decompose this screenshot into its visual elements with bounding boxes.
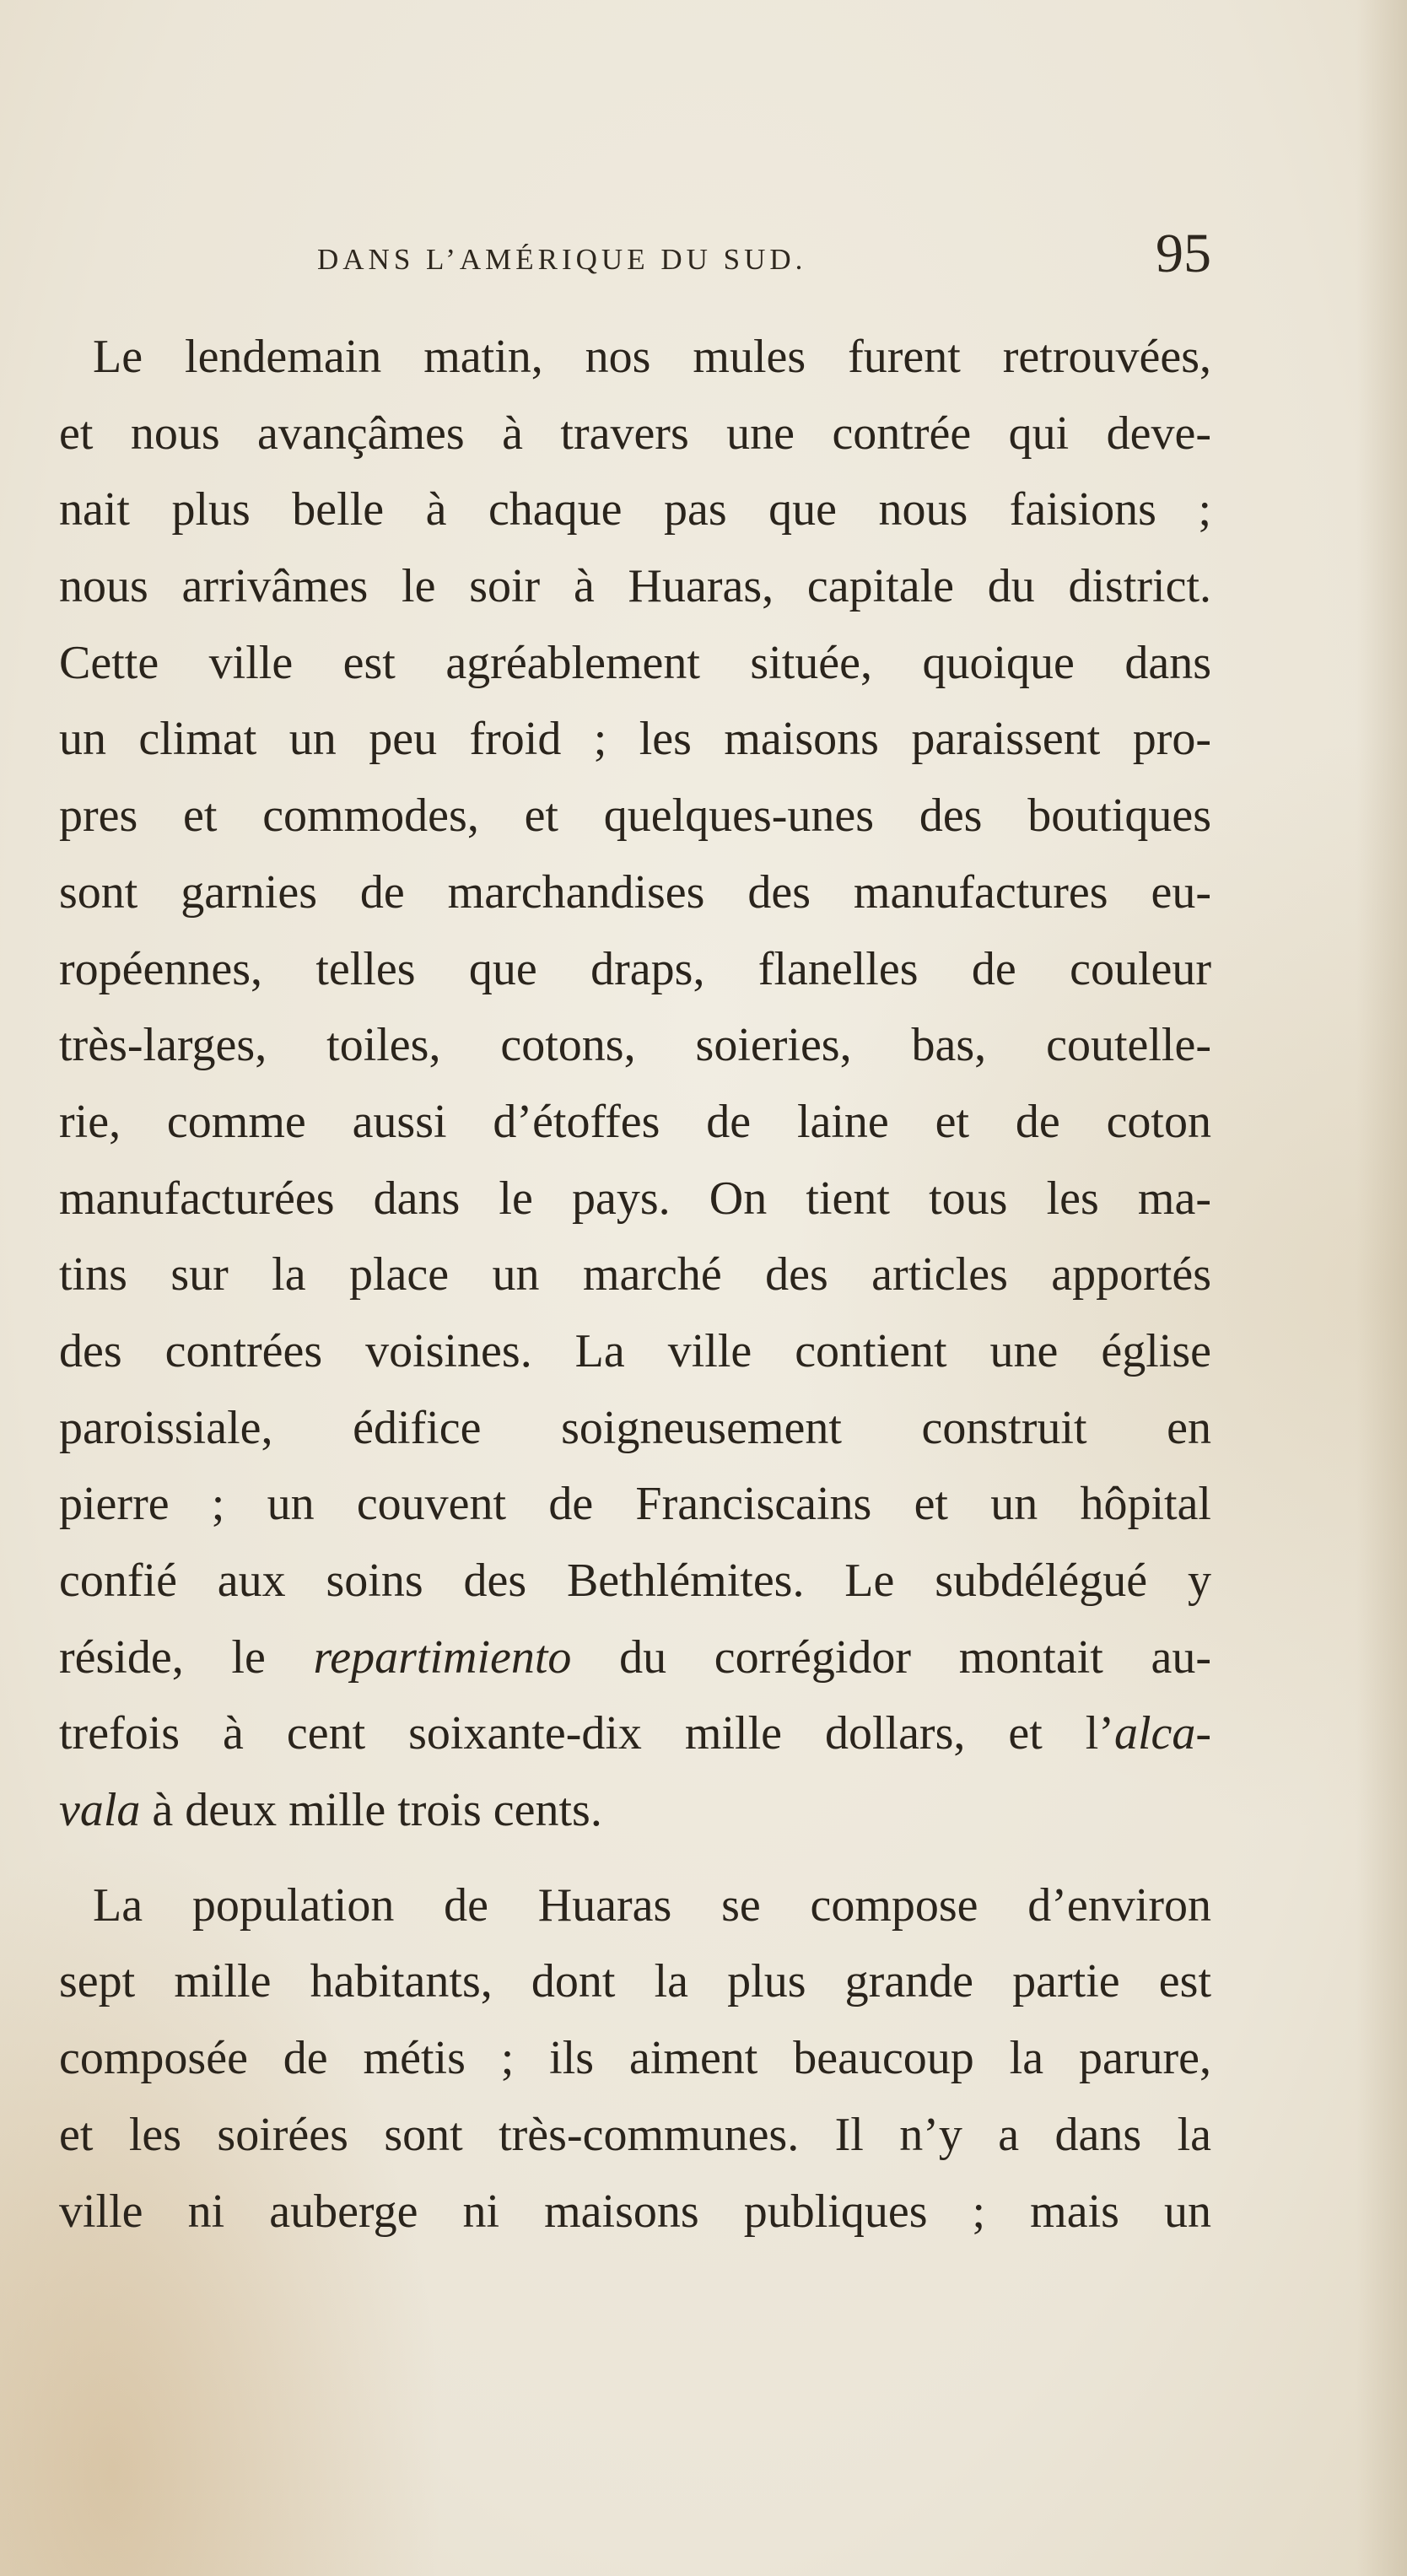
text-line: et nous avançâmes à travers une contrée qui deve- xyxy=(59,407,1211,460)
text-line: composée de métis ; ils aiment beaucoup la parure, xyxy=(59,2032,1211,2085)
text-line: La population de Huaras se compose d’environ xyxy=(93,1878,1211,1932)
text-line: pres et commodes, et quelques-unes des boutiques xyxy=(59,790,1211,843)
text-line: un climat un peu froid ; les maisons paraissent pro- xyxy=(59,713,1211,766)
text-line: ropéennes, telles que draps, flanelles de couleur xyxy=(59,942,1211,995)
text-line: Cette ville est agréablement située, quoique dans xyxy=(59,636,1211,689)
text-line: nait plus belle à chaque pas que nous faisions ; xyxy=(59,483,1211,536)
paragraph-2 xyxy=(59,1867,1211,2250)
text-line xyxy=(59,1695,1211,1772)
text-line: rie, comme aussi d’étoffes de laine et de coton xyxy=(59,1095,1211,1148)
text-line: paroissiale, édifice soigneusement construit en xyxy=(59,1401,1211,1454)
page-number: 95 xyxy=(1156,223,1211,284)
text-segment: réside, le xyxy=(59,1630,314,1684)
text-line: sont garnies de marchandises des manufactures eu- xyxy=(59,865,1211,919)
text-line xyxy=(59,1619,1211,1696)
text-line: des contrées voisines. La ville contient une église xyxy=(59,1324,1211,1377)
paragraph-1 xyxy=(59,319,1211,1849)
text-segment: à deux mille trois cents. xyxy=(140,1784,602,1837)
text-line: ville ni auberge ni maisons publiques ; mais un xyxy=(59,2185,1211,2238)
body-text xyxy=(59,319,1211,2250)
paragraph-gap xyxy=(59,1849,1211,1867)
italic-term-alcavala-end: vala xyxy=(59,1784,141,1837)
text-line xyxy=(59,1772,1211,1849)
italic-term-alcavala-start: alca- xyxy=(1113,1707,1211,1760)
text-line: et les soirées sont très-communes. Il n’y a dans la xyxy=(59,2108,1211,2161)
text-segment: trefois à cent soixante-dix mille dollars, et l’ xyxy=(59,1707,1114,1760)
text-line: confié aux soins des Bethlémites. Le subdélégué y xyxy=(59,1555,1211,1607)
text-line: nous arrivâmes le soir à Huaras, capitale du district. xyxy=(59,560,1211,613)
text-line: Le lendemain matin, nos mules furent retrouvées, xyxy=(93,331,1211,383)
running-head xyxy=(59,223,1211,310)
italic-term-repartimiento: repartimiento xyxy=(313,1630,572,1684)
text-line: pierre ; un couvent de Franciscains et un hôpital xyxy=(59,1478,1211,1531)
text-line: sept mille habitants, dont la plus grande partie est xyxy=(59,1955,1211,2008)
text-segment: du corrégidor montait au- xyxy=(571,1630,1211,1684)
running-title: DANS L’AMÉRIQUE DU SUD. xyxy=(317,243,807,276)
page-edge-shadow xyxy=(1356,0,1407,2576)
text-line: manufacturées dans le pays. On tient tous les ma- xyxy=(59,1172,1211,1225)
text-line: tins sur la place un marché des articles apportés xyxy=(59,1248,1211,1301)
text-line: très-larges, toiles, cotons, soieries, bas, coutelle- xyxy=(59,1019,1211,1072)
